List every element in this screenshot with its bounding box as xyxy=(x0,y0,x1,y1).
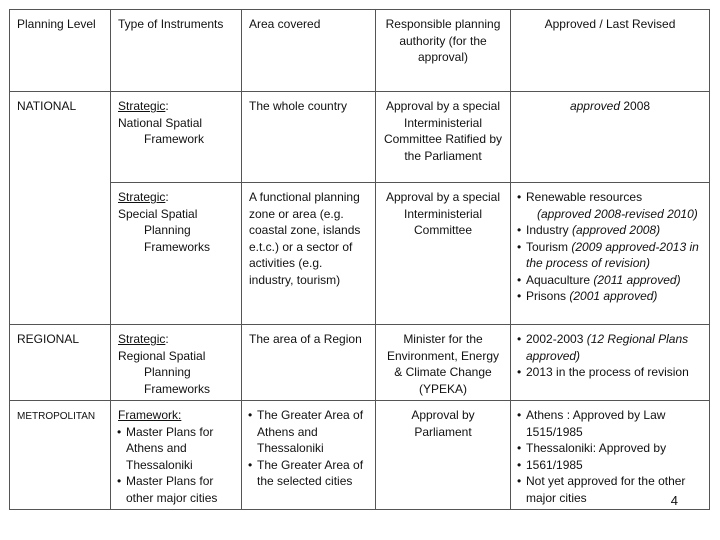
type-list xyxy=(118,424,234,507)
item-text: 2002-2003 xyxy=(526,332,584,346)
item-text: Renewable resources xyxy=(526,190,643,204)
cell-type-metropolitan xyxy=(111,401,242,510)
item-status: (2009 approved-2013 in the process of revision) xyxy=(526,239,699,270)
page-number: 4 xyxy=(670,493,678,508)
cell-area-national-2: A functional planning zone or area (e.g. coastal zone, islands e.t.c.) or a sector of activities (e.g. industry, tourism) xyxy=(242,183,376,325)
cell-approved-national-2 xyxy=(511,183,710,325)
strategic-label: Strategic xyxy=(118,99,166,113)
cell-approved-national-1 xyxy=(511,92,710,183)
item-text: Aquaculture xyxy=(526,272,591,287)
cell-type-regional xyxy=(111,325,242,401)
item-text: 2013 in the process of revision xyxy=(526,365,689,379)
list-item: • Athens : Approved by Law 1515/1985 xyxy=(518,407,702,440)
cell-area-metropolitan xyxy=(242,401,376,510)
colon: : xyxy=(165,99,169,113)
table-row-national-1 xyxy=(10,92,710,183)
list-item xyxy=(518,189,702,222)
header-area: Area covered xyxy=(242,10,376,92)
type-line: Framework xyxy=(144,132,205,146)
approved-list xyxy=(518,407,702,506)
framework-label: Framework: xyxy=(118,408,182,422)
list-item xyxy=(518,364,702,381)
type-line: National Spatial xyxy=(118,115,203,130)
approved-list xyxy=(518,331,702,381)
cell-authority-metropolitan: Approval by Parliament xyxy=(376,401,511,510)
list-item: • The Greater Area of Athens and Thessaloniki xyxy=(249,407,368,457)
cell-level-national: NATIONAL xyxy=(10,92,111,183)
cell-area-national-1: The whole country xyxy=(242,92,376,183)
cell-authority-national-2: Approval by a special Interministerial Committee xyxy=(376,183,511,325)
colon: : xyxy=(165,332,169,346)
approved-list xyxy=(518,189,702,305)
item-status: (approved 2008-revised 2010) xyxy=(537,206,698,221)
item-text: Tourism xyxy=(526,239,569,254)
area-list xyxy=(249,407,368,490)
cell-type-national-1 xyxy=(111,92,242,183)
item-status: (approved 2008) xyxy=(572,223,661,237)
item-status: (2011 approved) xyxy=(593,272,681,287)
cell-level-metropolitan xyxy=(10,401,111,510)
strategic-label: Strategic xyxy=(118,332,166,346)
strategic-label: Strategic xyxy=(118,190,166,204)
type-line: Planning Frameworks xyxy=(144,223,211,254)
list-item xyxy=(518,239,702,272)
colon: : xyxy=(165,190,169,204)
list-item: • The Greater Area of the selected cities xyxy=(249,457,368,490)
cell-authority-regional: Minister for the Environment, Energy & Climate Change (YPEKA) xyxy=(376,325,511,401)
cell-approved-regional xyxy=(511,325,710,401)
header-planning-level: Planning Level xyxy=(10,10,111,92)
header-authority: Responsible planning authority (for the approval) xyxy=(376,10,511,92)
cell-type-national-2 xyxy=(111,183,242,325)
list-item: • Thessaloniki: Approved by xyxy=(518,440,702,457)
table-row-metropolitan xyxy=(10,401,710,510)
list-item: • 1561/1985 xyxy=(518,457,702,474)
table-row-regional xyxy=(10,325,710,401)
list-item xyxy=(518,288,702,305)
item-status: (12 Regional Plans approved) xyxy=(526,332,689,363)
type-line: Regional Spatial xyxy=(118,348,206,363)
type-line: Planning Frameworks xyxy=(144,365,211,396)
planning-table xyxy=(9,9,710,510)
cell-level-regional: REGIONAL xyxy=(10,325,111,401)
cell-authority-national-1: Approval by a special Interministerial Committee Ratified by the Parliament xyxy=(376,92,511,183)
list-item xyxy=(518,331,702,364)
approved-year: 2008 xyxy=(623,99,651,113)
type-line: Special Spatial xyxy=(118,206,198,221)
list-item: • Master Plans for other major cities xyxy=(118,473,234,506)
table-row-national-2 xyxy=(10,183,710,325)
item-text: Industry xyxy=(526,223,569,237)
cell-area-regional: The area of a Region xyxy=(242,325,376,401)
list-item: • Not yet approved for the other major cities xyxy=(518,473,702,506)
level-label: METROPOLITAN xyxy=(17,411,96,422)
table-header-row xyxy=(10,10,710,92)
header-type: Type of Instruments xyxy=(111,10,242,92)
header-approved: Approved / Last Revised xyxy=(511,10,710,92)
approved-word: approved xyxy=(569,99,620,113)
item-text: Prisons xyxy=(526,289,567,303)
item-status: (2001 approved) xyxy=(569,289,658,303)
cell-approved-metropolitan xyxy=(511,401,710,510)
list-item: • Master Plans for Athens and Thessaloniki xyxy=(118,424,234,474)
list-item xyxy=(518,222,702,239)
list-item xyxy=(518,272,702,289)
cell-level-empty xyxy=(10,183,111,325)
